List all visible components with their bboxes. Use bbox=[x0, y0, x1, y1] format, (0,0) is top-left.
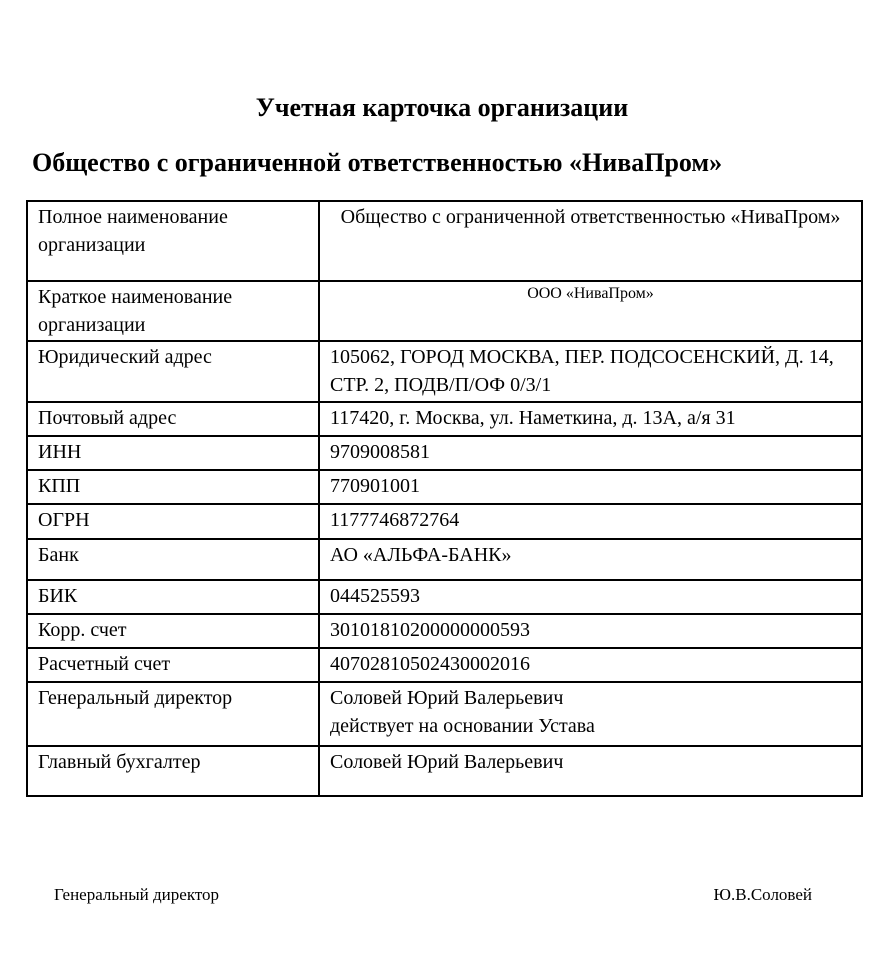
row-value-postal-address: 117420, г. Москва, ул. Наметкина, д. 13А, а/я 31 bbox=[319, 402, 862, 436]
row-value-bank: АО «АЛЬФА-БАНК» bbox=[319, 539, 862, 580]
table-row bbox=[27, 281, 862, 341]
general-director-name: Соловей Юрий Валерьевич bbox=[330, 687, 564, 709]
table-row bbox=[27, 470, 862, 504]
row-label-full-name: Полное наименование организации bbox=[27, 201, 319, 281]
organization-heading: Общество с ограниченной ответственностью «НиваПром» bbox=[32, 148, 723, 177]
footer-position: Генеральный директор bbox=[54, 885, 220, 904]
table-row bbox=[27, 436, 862, 470]
table-row bbox=[27, 402, 862, 436]
row-label-ogrn: ОГРН bbox=[27, 504, 319, 539]
row-value-chief-accountant: Соловей Юрий Валерьевич bbox=[319, 746, 862, 796]
row-label-kpp: КПП bbox=[27, 470, 319, 504]
general-director-basis: действует на основании Устава bbox=[330, 715, 595, 737]
row-value-ogrn: 1177746872764 bbox=[319, 504, 862, 539]
table-row bbox=[27, 539, 862, 580]
row-value-short-name: ООО «НиваПром» bbox=[319, 281, 862, 341]
row-label-short-name: Краткое наименование организации bbox=[27, 281, 319, 341]
row-value-kpp: 770901001 bbox=[319, 470, 862, 504]
table-row bbox=[27, 746, 862, 796]
row-label-bik: БИК bbox=[27, 580, 319, 614]
document-title: Учетная карточка организации bbox=[255, 93, 629, 122]
row-value-full-name: Общество с ограниченной ответственностью «НиваПром» bbox=[319, 201, 862, 281]
row-label-general-director: Генеральный директор bbox=[27, 682, 319, 746]
row-label-corr-account: Корр. счет bbox=[27, 614, 319, 648]
table-row bbox=[27, 201, 862, 281]
table-row bbox=[27, 504, 862, 539]
row-label-inn: ИНН bbox=[27, 436, 319, 470]
row-value-inn: 9709008581 bbox=[319, 436, 862, 470]
table-row bbox=[27, 682, 862, 746]
table-row bbox=[27, 341, 862, 402]
row-label-legal-address: Юридический адрес bbox=[27, 341, 319, 402]
row-label-postal-address: Почтовый адрес bbox=[27, 402, 319, 436]
row-value-bik: 044525593 bbox=[319, 580, 862, 614]
table-row bbox=[27, 648, 862, 682]
table-row bbox=[27, 614, 862, 648]
row-label-bank: Банк bbox=[27, 539, 319, 580]
row-label-chief-accountant: Главный бухгалтер bbox=[27, 746, 319, 796]
table-row bbox=[27, 580, 862, 614]
row-value-corr-account: 30101810200000000593 bbox=[319, 614, 862, 648]
row-value-legal-address: 105062, ГОРОД МОСКВА, ПЕР. ПОДСОСЕНСКИЙ, Д. 14, СТР. 2, ПОДВ/П/ОФ 0/3/1 bbox=[319, 341, 862, 402]
footer-signatory: Ю.В.Соловей bbox=[713, 885, 812, 904]
row-value-settlement-account: 40702810502430002016 bbox=[319, 648, 862, 682]
row-label-settlement-account: Расчетный счет bbox=[27, 648, 319, 682]
organization-card-table bbox=[26, 200, 863, 797]
row-value-general-director bbox=[319, 682, 862, 746]
